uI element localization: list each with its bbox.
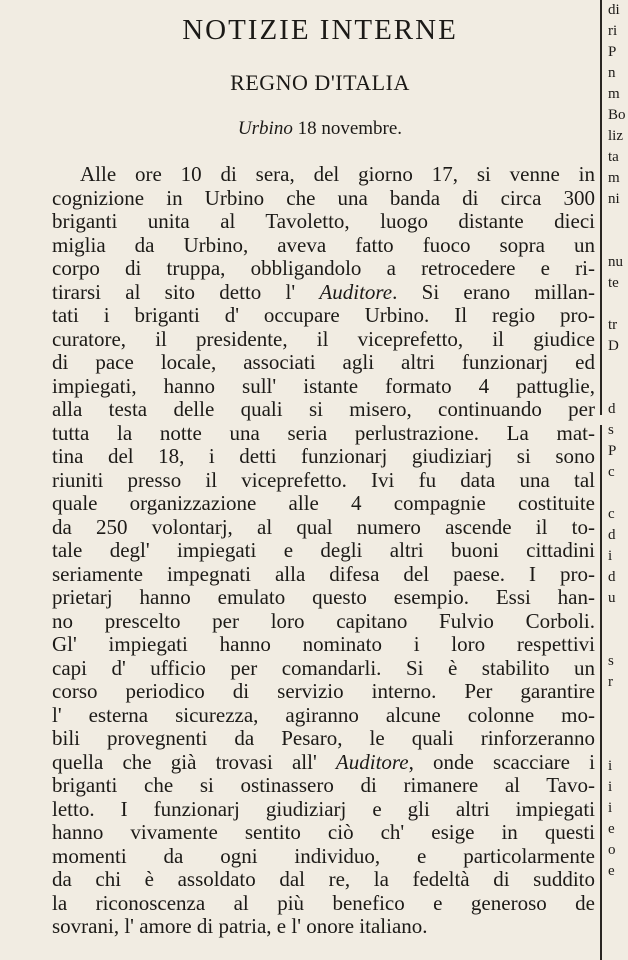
article-line: Gl' impiegati hanno nominato i loro respettivi — [52, 632, 595, 656]
adjacent-column-fragment: i — [608, 779, 613, 795]
article-line: da 250 volontarj, al qual numero ascende il to- — [52, 514, 595, 539]
adjacent-column-fragment: P — [608, 44, 617, 60]
adjacent-column-fragment: s — [608, 422, 614, 438]
adjacent-column-fragment: ni — [608, 191, 620, 207]
adjacent-column-fragment: P — [608, 443, 617, 459]
adjacent-column-fragment: liz — [608, 128, 623, 144]
article-line: quella che già trovasi all' Auditore, onde scacciare i — [52, 749, 595, 774]
adjacent-column-fragment — [608, 231, 628, 252]
adjacent-column-fragment: Bo — [608, 107, 626, 123]
article-line: letto. I funzionarj giudiziarj e gli altri impiegati — [52, 796, 595, 821]
adjacent-column-fragment: n — [608, 65, 616, 81]
adjacent-column-fragment: D — [608, 338, 619, 354]
article-line: briganti unita al Tavoletto, luogo distante dieci — [52, 209, 595, 233]
article-line: cognizione in Urbino che una banda di circa 300 — [52, 185, 595, 210]
article-line: da chi è assoldato dal re, la fedeltà di suddito — [52, 867, 595, 891]
adjacent-column-fragment: i — [608, 800, 613, 816]
article-line: briganti che si ostinassero di rimanere al Tavo- — [52, 773, 595, 797]
article-line: l' esterna sicurezza, agiranno alcune colonne mo- — [52, 702, 595, 727]
adjacent-column-fragment: d — [608, 401, 616, 417]
adjacent-column — [608, 0, 628, 882]
adjacent-column-fragment — [608, 609, 628, 630]
article-line: bili provegnenti da Pesaro, le quali rinforzeranno — [52, 726, 595, 750]
article-line: tati i briganti d' occupare Urbino. Il regio pro- — [52, 303, 595, 327]
article-line: prietarj hanno emulato questo esempio. Essi han- — [52, 585, 595, 609]
adjacent-column-fragment: r — [608, 674, 613, 690]
adjacent-column-fragment: o — [608, 842, 616, 858]
article-line: corpo di truppa, obbligandolo a retrocedere e ri- — [52, 256, 595, 280]
adjacent-column-fragment — [608, 693, 628, 714]
column-rule-lower — [600, 425, 602, 960]
adjacent-column-fragment — [608, 294, 628, 315]
adjacent-column-fragment: m — [608, 170, 620, 186]
article-line: seriamente impegnati alla difesa del paese. I pro- — [52, 561, 595, 586]
adjacent-column-fragment — [608, 630, 628, 651]
adjacent-column-fragment — [608, 483, 628, 504]
column-rule-upper — [600, 0, 602, 415]
adjacent-column-fragment: u — [608, 590, 616, 606]
article-line: alla testa delle quali si misero, continuando per — [52, 397, 595, 421]
adjacent-column-fragment: ta — [608, 149, 619, 165]
section-heading: REGNO D'ITALIA — [230, 70, 410, 95]
adjacent-column-fragment: d — [608, 569, 616, 585]
adjacent-column-fragment: s — [608, 653, 614, 669]
article-line: di pace locale, associati agli altri funzionarj ed — [52, 350, 595, 374]
adjacent-column-fragment: c — [608, 506, 615, 522]
article-line: riuniti presso il viceprefetto. Ivi fu data una tal — [52, 467, 595, 492]
adjacent-column-fragment — [608, 735, 628, 756]
section-title: NOTIZIE INTERNE — [182, 14, 458, 46]
dateline — [60, 118, 580, 140]
article-line: corso periodico di servizio interno. Per garantire — [52, 679, 595, 703]
adjacent-column-fragment — [608, 210, 628, 231]
adjacent-column-fragment — [608, 378, 628, 399]
article-line: no prescelto per loro capitano Fulvio Corboli. — [52, 608, 595, 633]
adjacent-column-fragment: di — [608, 2, 620, 18]
adjacent-column-fragment: i — [608, 548, 613, 564]
adjacent-column-fragment: d — [608, 527, 616, 543]
adjacent-column-fragment: m — [608, 86, 620, 102]
adjacent-column-fragment: c — [608, 464, 615, 480]
article-line: impiegati, hanno sull' istante formato 4 pattuglie, — [52, 373, 595, 398]
article-line: sovrani, l' amore di patria, e l' onore italiano. — [52, 914, 428, 938]
adjacent-column-fragment: ri — [608, 23, 618, 39]
adjacent-column-fragment: te — [608, 275, 619, 291]
adjacent-column-fragment — [608, 714, 628, 735]
article-line: momenti da ogni individuo, e particolarmente — [52, 843, 595, 868]
article-line: miglia da Urbino, aveva fatto fuoco sopra un — [52, 232, 595, 257]
article-line: tutta la notte una seria perlustrazione. La mat- — [52, 420, 595, 445]
dateline-date: 18 novembre. — [297, 118, 403, 139]
adjacent-column-fragment — [608, 357, 628, 378]
adjacent-column-fragment: nu — [608, 254, 623, 270]
article-line: curatore, il presidente, il viceprefetto, il giudice — [52, 326, 595, 351]
adjacent-column-fragment: i — [608, 758, 613, 774]
article-line: tirarsi al sito detto l' Auditore. Si erano millan- — [52, 279, 595, 304]
article-line: capi d' ufficio per comandarli. Si è stabilito un — [52, 655, 595, 680]
article-body — [52, 163, 595, 939]
article-line: tina del 18, i detti funzionarj giudiziarj si sono — [52, 444, 595, 468]
article-line: la riconoscenza al più benefico e generoso de — [52, 890, 595, 915]
adjacent-column-fragment: tr — [608, 317, 618, 333]
article-line: quale organizzazione alle 4 compagnie costituite — [52, 491, 595, 515]
adjacent-column-fragment: e — [608, 863, 615, 879]
article-line: hanno vivamente sentito ciò ch' esige in questi — [52, 820, 595, 844]
article-line: tale degl' impiegati e degli altri buoni cittadini — [52, 538, 595, 562]
dateline-place: Urbino — [237, 118, 293, 139]
article-line: Alle ore 10 di sera, del giorno 17, si venne in — [80, 162, 595, 186]
adjacent-column-fragment: e — [608, 821, 615, 837]
